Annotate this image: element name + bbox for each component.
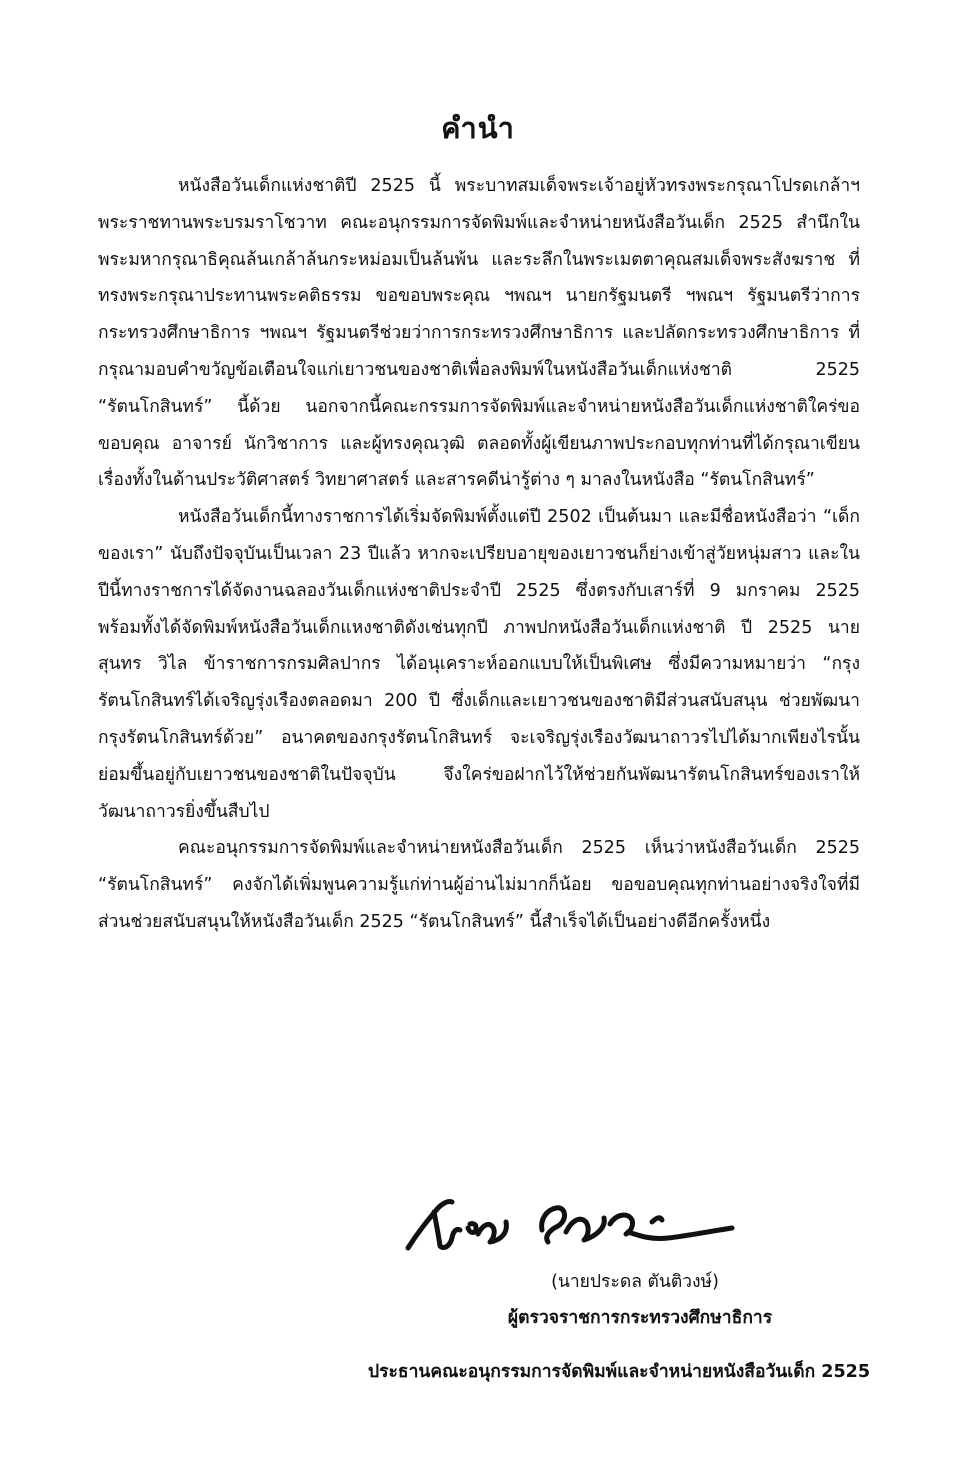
paragraph-1: หนังสือวันเด็กแห่งชาติปี 2525 นี้ พระบาทสมเด็จพระเจ้าอยู่หัวทรงพระกรุณาโปรดเกล้าฯ พระราชทานพระบรมราโชวาท คณะอนุกรรมการจัดพิมพ์และจำหน่ายหนังสือวันเด็ก 2525 สำนึกในพระมหากรุณาธิคุณล้นเกล้าล้นกระหม่อมเป็นล้นพ้น และระลึกในพระเมตตาคุณสมเด็จพระสังฆราช ที่ทรงพระกรุณาประทานพระคติธรรม ขอขอบพระคุณ ฯพณฯ นายกรัฐมนตรี ฯพณฯ รัฐมนตรีว่าการกระทรวงศึกษาธิการ ฯพณฯ รัฐมนตรีช่วยว่าการกระทรวงศึกษาธิการ และปลัดกระทรวงศึกษาธิการ ที่กรุณามอบคำขวัญข้อเตือนใจแก่เยาวชนของชาติเพื่อลงพิมพ์ในหนังสือวันเด็กแห่งชาติ 2525 “รัตนโกสินทร์” นี้ด้วย นอกจากนี้คณะกรรมการจัดพิมพ์และจำหน่ายหนังสือวันเด็กแห่งชาติใคร่ขอขอบคุณ อาจารย์ นักวิชาการ และผู้ทรงคุณวุฒิ ตลอดทั้งผู้เขียนภาพประกอบทุกท่านที่ได้กรุณาเขียนเรื่องทั้งในด้านประวัติศาสตร์ วิทยาศาสตร์ และสารคดีน่ารู้ต่าง ๆ มาลงในหนังสือ “รัตนโกสินทร์”: [98, 176, 860, 491]
signer-name: (นายประดล ตันติวงษ์): [551, 1272, 719, 1292]
signer-title: ผู้ตรวจราชการกระทรวงศึกษาธิการ: [507, 1308, 773, 1328]
paragraph-3: คณะอนุกรรมการจัดพิมพ์และจำหน่ายหนังสือวันเด็ก 2525 เห็นว่าหนังสือวันเด็ก 2525 “รัตนโกสินทร์” คงจักได้เพิ่มพูนความรู้แก่ท่านผู้อ่านไม่มากก็น้อย ขอขอบคุณทุกท่านอย่างจริงใจที่มีส่วนช่วยสนับสนุนให้หนังสือวันเด็ก 2525 “รัตนโกสินทร์” นี้สำเร็จได้เป็นอย่างดีอีกครั้งหนึ่ง: [98, 838, 860, 932]
signer-role: ประธานคณะอนุกรรมการจัดพิมพ์และจำหน่ายหนังสือวันเด็ก 2525: [368, 1362, 870, 1382]
document-body: [98, 168, 860, 941]
paragraph-2: หนังสือวันเด็กนี้ทางราชการได้เริ่มจัดพิมพ์ตั้งแต่ปี 2502 เป็นต้นมา และมีชื่อหนังสือว่า “เด็กของเรา” นับถึงปัจจุบันเป็นเวลา 23 ปีแล้ว หากจะเปรียบอายุของเยาวชนก็ย่างเข้าสู่วัยหนุ่มสาว และในปีนี้ทางราชการได้จัดงานฉลองวันเด็กแห่งชาติประจำปี 2525 ซึ่งตรงกับเสาร์ที่ 9 มกราคม 2525 พร้อมทั้งได้จัดพิมพ์หนังสือวันเด็กแหงชาติดังเช่นทุกปี ภาพปกหนังสือวันเด็กแห่งชาติ ปี 2525 นายสุนทร วิไล ข้าราชการกรมศิลปากร ได้อนุเคราะห์ออกแบบให้เป็นพิเศษ ซึ่งมีความหมายว่า “กรุงรัตนโกสินทร์ได้เจริญรุ่งเรืองตลอดมา 200 ปี ซึ่งเด็กและเยาวชนของชาติมีส่วนสนับสนุน ช่วยพัฒนากรุงรัตนโกสินทร์ด้วย” อนาคตของกรุงรัตนโกสินทร์ จะเจริญรุ่งเรืองวัฒนาถาวรไปได้มากเพียงไรนั้น ย่อมขึ้นอยู่กับเยาวชนของชาติในปัจจุบัน จึงใคร่ขอฝากไว้ให้ช่วยกันพัฒนารัตนโกสินทร์ของเราให้วัฒนาถาวรยิ่งขึ้นสืบไป: [98, 507, 860, 822]
page-title: คำนำ: [441, 111, 515, 145]
signer-block: [230, 1264, 890, 1336]
